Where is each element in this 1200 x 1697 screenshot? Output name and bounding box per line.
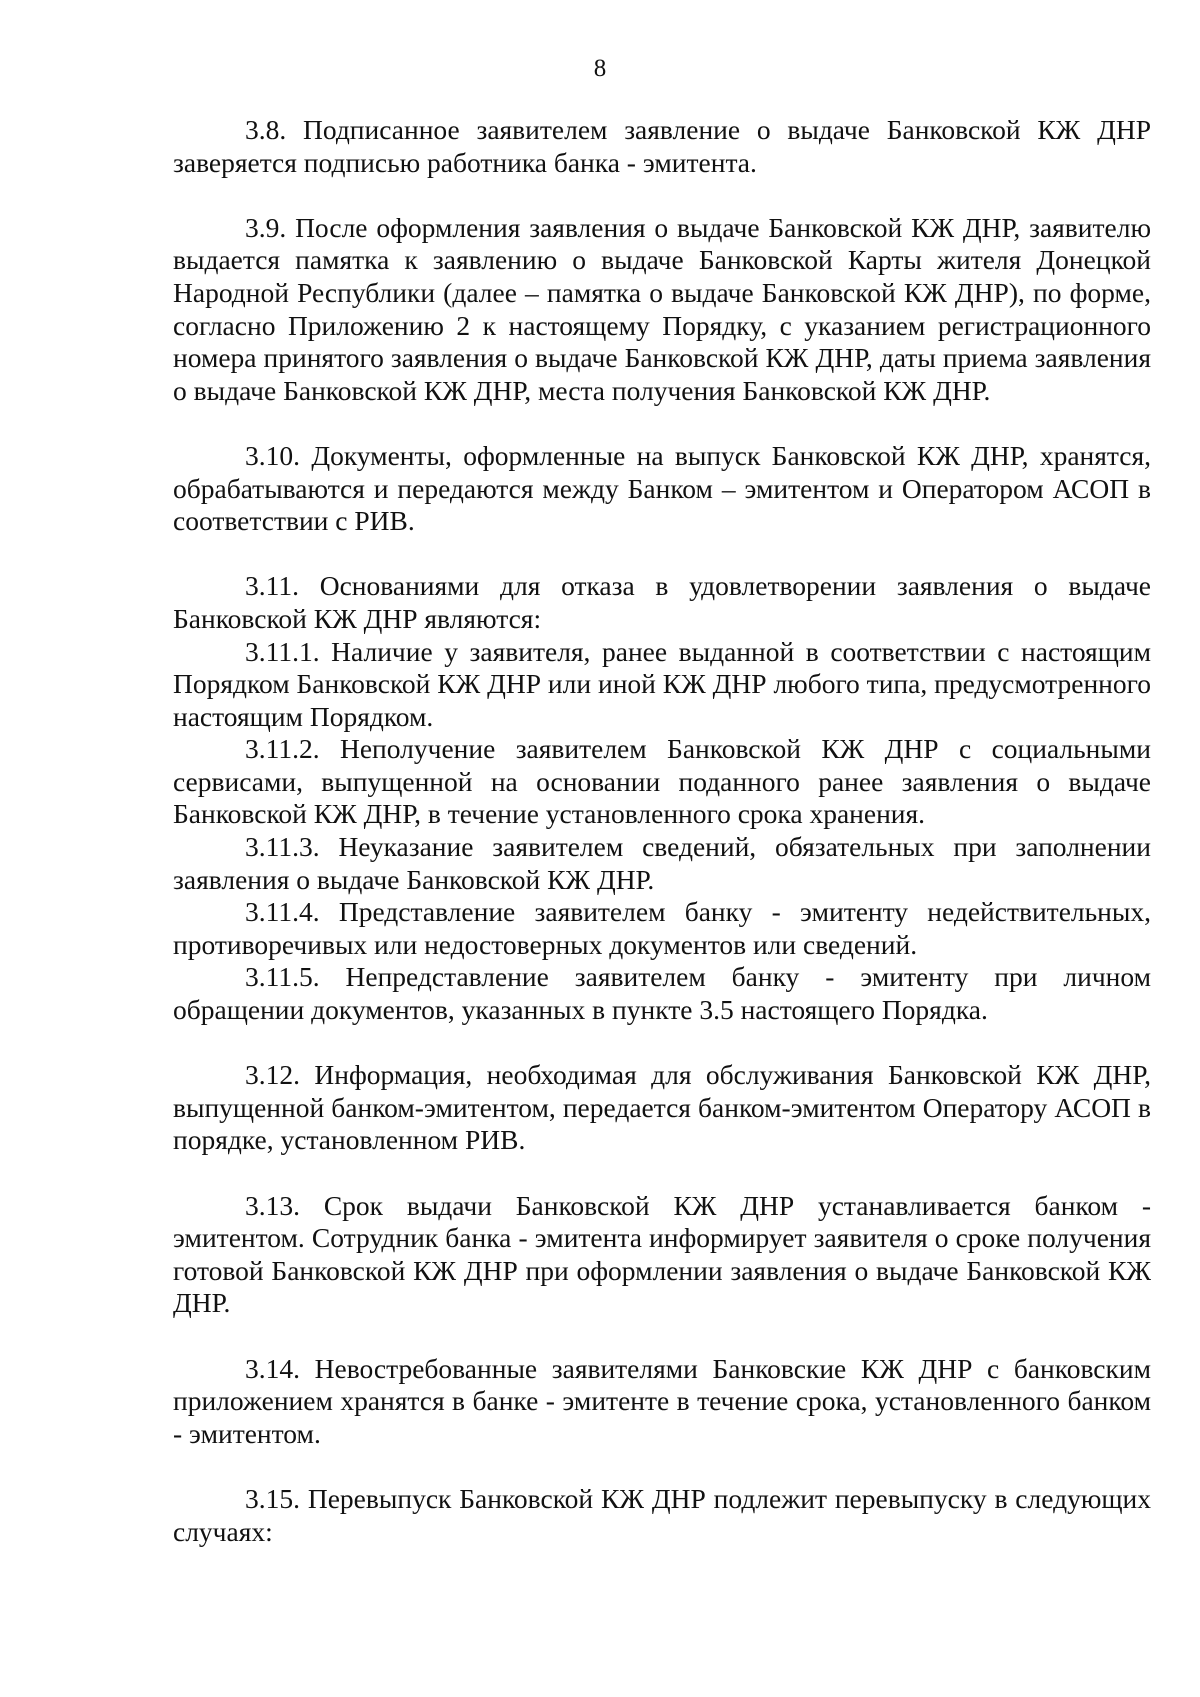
paragraph-3-11-2: 3.11.2. Неполучение заявителем Банковской КЖ ДНР с социальными сервисами, выпущенной на основании поданного ранее заявления о выдаче Банковской КЖ ДНР, в течение установленного срока хранения. [173,733,1151,830]
paragraph-3-8: 3.8. Подписанное заявителем заявление о выдаче Банковской КЖ ДНР заверяется подписью работника банка - эмитента. [173,114,1151,178]
paragraph-3-9: 3.9. После оформления заявления о выдаче Банковской КЖ ДНР, заявителю выдается памятка к заявлению о выдаче Банковской Карты жителя Донецкой Народной Республики (далее – памятка о выдаче Банковской КЖ ДНР), по форме, согласно Приложению 2 к настоящему Порядку, с указанием регистрационного номера принятого заявления о выдаче Банковской КЖ ДНР, даты приема заявления о выдаче Банковской КЖ ДНР, места получения Банковской КЖ ДНР. [173,211,1151,406]
paragraph-3-10: 3.10. Документы, оформленные на выпуск Банковской КЖ ДНР, хранятся, обрабатываются и передаются между Банком – эмитентом и Оператором АСОП в соответствии с РИВ. [173,439,1151,537]
paragraph-3-11: 3.11. Основаниями для отказа в удовлетворении заявления о выдаче Банковской КЖ ДНР являются: [173,570,1151,634]
paragraph-3-11-3: 3.11.3. Неуказание заявителем сведений, обязательных при заполнении заявления о выдаче Банковской КЖ ДНР. [173,831,1151,895]
paragraph-3-11-1: 3.11.1. Наличие у заявителя, ранее выданной в соответствии с настоящим Порядком Банковской КЖ ДНР или иной КЖ ДНР любого типа, предусмотренного настоящим Порядком. [173,635,1151,732]
paragraph-3-15: 3.15. Перевыпуск Банковской КЖ ДНР подлежит перевыпуску в следующих случаях: [173,1482,1151,1547]
document-body [173,114,1151,1548]
paragraph-3-13: 3.13. Срок выдачи Банковской КЖ ДНР устанавливается банком - эмитентом. Сотрудник банка - эмитента информирует заявителя о сроке получения готовой Банковской КЖ ДНР при оформлении заявления о выдаче Банковской КЖ ДНР. [173,1189,1151,1319]
paragraph-3-12: 3.12. Информация, необходимая для обслуживания Банковской КЖ ДНР, выпущенной банком-эмитентом, передается банком-эмитентом Оператору АСОП в порядке, установленном РИВ. [173,1059,1151,1156]
paragraph-3-11-5: 3.11.5. Непредставление заявителем банку - эмитенту при личном обращении документов, указанных в пункте 3.5 настоящего Порядка. [173,961,1151,1026]
page-number: 8 [593,55,607,82]
paragraph-3-14: 3.14. Невостребованные заявителями Банковские КЖ ДНР с банковским приложением хранятся в банке - эмитенте в течение срока, установленного банком - эмитентом. [173,1352,1151,1449]
paragraph-3-11-4: 3.11.4. Представление заявителем банку - эмитенту недействительных, противоречивых или недостоверных документов или сведений. [173,896,1151,960]
